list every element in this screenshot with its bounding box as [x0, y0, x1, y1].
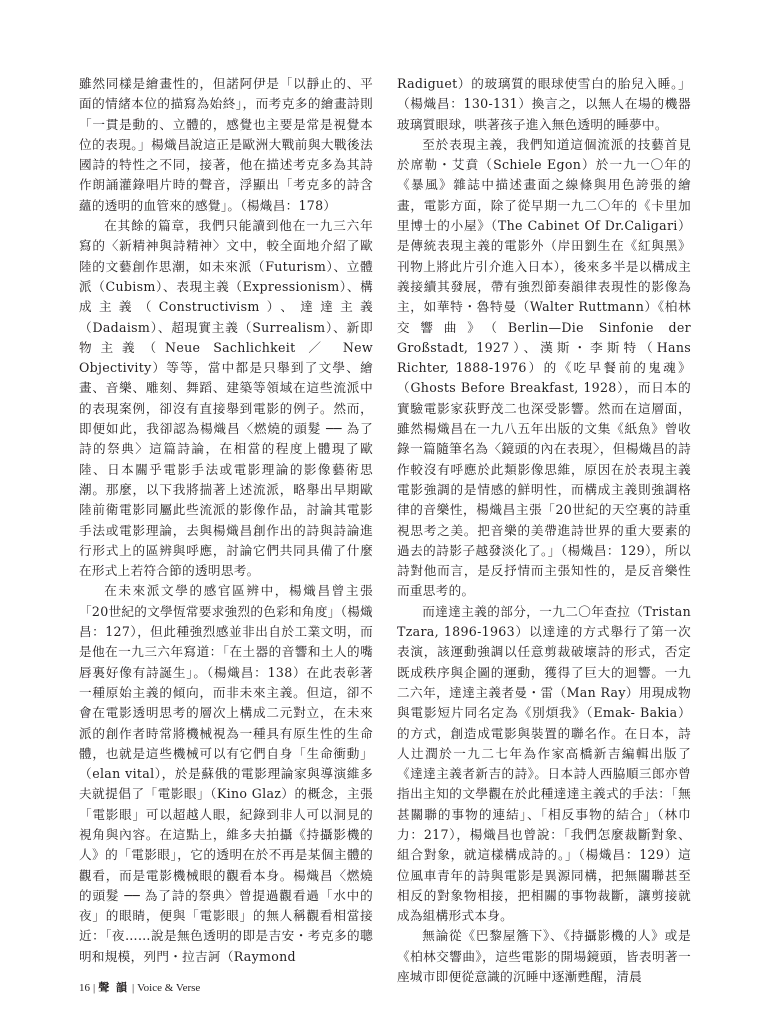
left-column — [79, 74, 373, 967]
footer-separator: | — [131, 982, 135, 994]
body-paragraph: 至於表現主義，我們知道這個流派的技藝首見於席勒・艾賁（Schiele Egon）於一九一〇年的《暴風》雜誌中描述畫面之線條與用色誇張的繪畫，電影方面，除了從早期一九二〇年的《卡里加里博士的小屋》（The Cabinet Of Dr.Caligari）是傳統表現主義的電影外（岸田劉生在《紅與黑》刊物上將此片引介進入日本），後來多半是以構成主義接續其發展，帶有強烈節奏韻律表現性的影像為主，如華特・魯特曼（Walter Ruttmann）《柏林交響曲》（Berlin—Die Sinfonie der Großstadt, 1927）、漢斯・李斯特（Hans Richter, 1888-1976）的《吃早餐前的鬼魂》（Ghosts Before Breakfast, 1928），而日本的實驗電影家荻野茂二也深受影響。然而在這層面，雖然楊熾昌在一九八五年出版的文集《紙魚》曾收錄一篇隨筆名為〈鏡頭的內在表現〉，但楊熾昌的詩作較沒有呼應於此類影像思維，原因在於表現主義電影強調的是情感的鮮明性，而構成主義則強調格律的音樂性，楊熾昌主張「20世紀的天空裏的詩重視思考之美。把音樂的美帶進詩世界的重大要素的過去的詩影子越發淡化了。」（楊熾昌：129），所以詩對他而言，是反抒情而主張知性的，是反音樂性而重思考的。 — [397, 136, 691, 599]
body-paragraph: Radiguet）的玻璃質的眼球使雪白的胎兒入睡。」（楊熾昌：130-131）換言之，以無人在場的機器玻璃質眼球，哄著孩子進入無色透明的睡夢中。 — [397, 76, 691, 132]
body-paragraph: 在未來派文學的感官區辨中，楊熾昌曾主張「20世紀的文學恆常要求強烈的色彩和角度」（楊熾昌：127），但此種強烈感並非出自於工業文明，而是他在一九三六年寫道：「在土器的音響和土人的嘴唇裏好像有詩誕生」。（楊熾昌：138）在此表彰著一種原始主義的傾向，而非未來主義。但這，卻不會在電影透明思考的層次上構成二元對立，在未來派的創作者時常將機械視為一種具有原生性的生命體，也就是這些機械可以有它們自身「生命衝動」（elan vital），於是蘇俄的電影理論家與導演維多夫就提倡了「電影眼」（Kino Glaz）的概念，主張「電影眼」可以超越人眼，紀錄到非人可以洞見的視角與內容。在這點上，維多夫拍攝《持攝影機的人》的「電影眼」，它的透明在於不再是某個主體的觀看，而是電影機械眼的觀看本身。楊熾昌〈燃燒的頭髮 ── 為了詩的祭典〉曾提過觀看過「水中的夜」的眼睛，便與「電影眼」的無人稱觀看相當接近：「夜……說是無色透明的即是吉安・考克多的聰明和規模，列門・拉吉訶（Raymond — [79, 583, 373, 964]
page-footer — [79, 979, 200, 995]
body-paragraph: 在其餘的篇章，我們只能讀到他在一九三六年寫的〈新精神與詩精神〉文中，較全面地介紹了歐陸的文藝創作思潮，如未來派（Futurism）、立體派（Cubism）、表現主義（Expressionism）、構成主義（Constructivism）、達達主義（Dadaism）、超現實主義（Surrealism）、新即物主義（Neue Sachlichkeit ／ New Objectivity）等等，當中都是只舉到了文學、繪畫、音樂、雕刻、舞蹈、建築等領域在這些流派中的表現案例，卻沒有直接舉到電影的例子。然而，即便如此，我卻認為楊熾昌〈燃燒的頭髮 ── 為了詩的祭典〉這篇詩論，在相當的程度上體現了歐陸、日本關乎電影手法或電影理論的影像藝術思潮。那麼，以下我將揣著上述流派，略舉出早期歐陸前衛電影同屬此些流派的影像作品，討論其電影手法或電影理論，去與楊熾昌創作出的詩與詩論進行形式上的區辨與呼應，討論它們共同具備了什麼在形式上若符合節的透明思考。 — [79, 218, 373, 579]
right-column — [397, 74, 691, 987]
body-paragraph: 雖然同樣是繪畫性的，但諾阿伊是「以靜止的、平面的情緒本位的描寫為始終」，而考克多的繪畫詩則「一貫是動的、立體的，感覺也主要是常是視覺本位的表現。」楊熾昌說這正是歐洲大戰前與大戰後法國詩的特性之不同，接著，他在描述考克多為其詩作朗誦灌錄唱片時的聲音，浮顯出「考克多的詩含蘊的透明的血管來的感覺」。（楊熾昌：178） — [79, 76, 373, 213]
body-paragraph: 無論從《巴黎屋簷下》、《持攝影機的人》或是《柏林交響曲》，這些電影的開場鏡頭，皆表明著一座城市即便從意識的沉睡中逐漸甦醒，清晨 — [397, 928, 691, 985]
magazine-english-title: Voice & Verse — [137, 982, 201, 994]
body-paragraph: 而達達主義的部分，一九二〇年查拉（Tristan Tzara, 1896-1963）以達達的方式舉行了第一次表演，該運動強調以任意剪裁破壞詩的形式，否定既成秩序與企圖的運動，獲得了巨大的迴響。一九二六年，達達主義者曼・雷（Man Ray）用現成物與電影短片同名定為《別煩我》（Emak- Bakia）的方式，創造成電影與裝置的聯名作。在日本，詩人辻潤於一九二七年為作家高橋新吉編輯出版了《達達主義者新吉的詩》。日本詩人西脇順三郎亦曾指出主知的文學觀在於此種達達主義式的手法：「無甚關聯的事物的連結」、「相反事物的結合」（林巾力：217），楊熾昌也曾說：「我們怎麼裁斷對象、組合對象，就這樣構成詩的。」（楊熾昌：129）這位風車青年的詩與電影是異源同構，把無關聯甚至相反的對象物相接，把相關的事物裁斷，讓剪接就成為組構形式本身。 — [397, 603, 691, 924]
magazine-title: 聲 韻 — [98, 982, 129, 994]
footer-separator: | — [93, 982, 96, 994]
page-number: 16 — [79, 982, 90, 994]
